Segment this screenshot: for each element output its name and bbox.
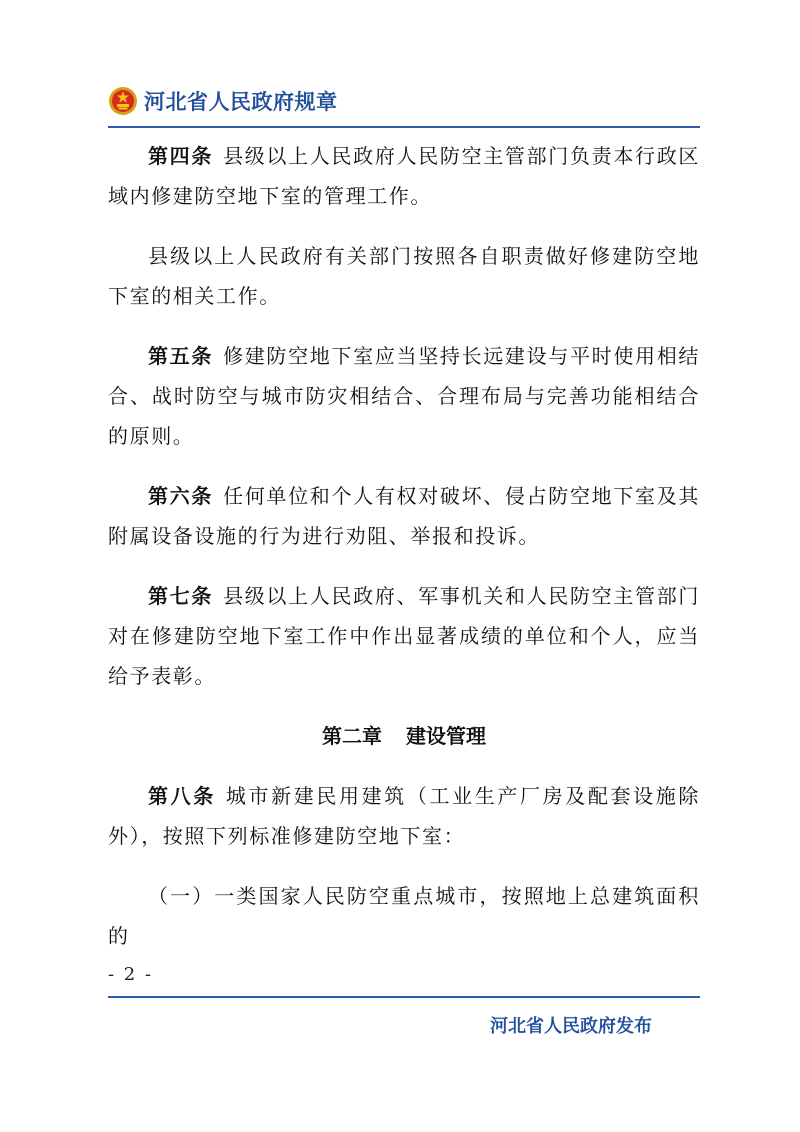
chapter-name: 建设管理 <box>406 724 486 748</box>
article-4 <box>108 136 700 216</box>
chapter-heading <box>108 716 700 756</box>
article-5 <box>108 336 700 456</box>
page-number: - 2 - <box>108 964 154 985</box>
national-emblem-icon <box>108 86 138 116</box>
article-number: 第四条 <box>148 144 214 168</box>
article-text: 县级以上人民政府人民防空主管部门负责本行政区域内修建防空地下室的管理工作。 <box>108 144 700 208</box>
footer-divider <box>108 996 700 998</box>
page-header <box>108 86 338 116</box>
article-7 <box>108 576 700 696</box>
footer-publisher: 河北省人民政府发布 <box>490 1016 652 1037</box>
header-divider <box>108 126 700 128</box>
article-number: 第六条 <box>148 484 214 508</box>
chapter-number: 第二章 <box>322 724 382 748</box>
header-title: 河北省人民政府规章 <box>144 90 338 114</box>
article-8-item-1: （一）一类国家人民防空重点城市，按照地上总建筑面积的 <box>108 884 700 948</box>
article-text: 县级以上人民政府、军事机关和人民防空主管部门对在修建防空地下室工作中作出显著成绩的单位和个人，应当给予表彰。 <box>108 584 700 688</box>
document-body <box>108 136 700 976</box>
article-text: 任何单位和个人有权对破坏、侵占防空地下室及其附属设备设施的行为进行劝阻、举报和投诉。 <box>108 484 700 548</box>
article-number: 第八条 <box>148 784 216 808</box>
article-4-paragraph-2: 县级以上人民政府有关部门按照各自职责做好修建防空地下室的相关工作。 <box>108 244 700 308</box>
article-number: 第七条 <box>148 584 214 608</box>
article-6 <box>108 476 700 556</box>
article-text: 修建防空地下室应当坚持长远建设与平时使用相结合、战时防空与城市防灾相结合、合理布局与完善功能相结合的原则。 <box>108 344 700 448</box>
article-number: 第五条 <box>148 344 214 368</box>
article-8 <box>108 776 700 856</box>
article-text: 城市新建民用建筑（工业生产厂房及配套设施除外），按照下列标准修建防空地下室： <box>108 784 700 848</box>
